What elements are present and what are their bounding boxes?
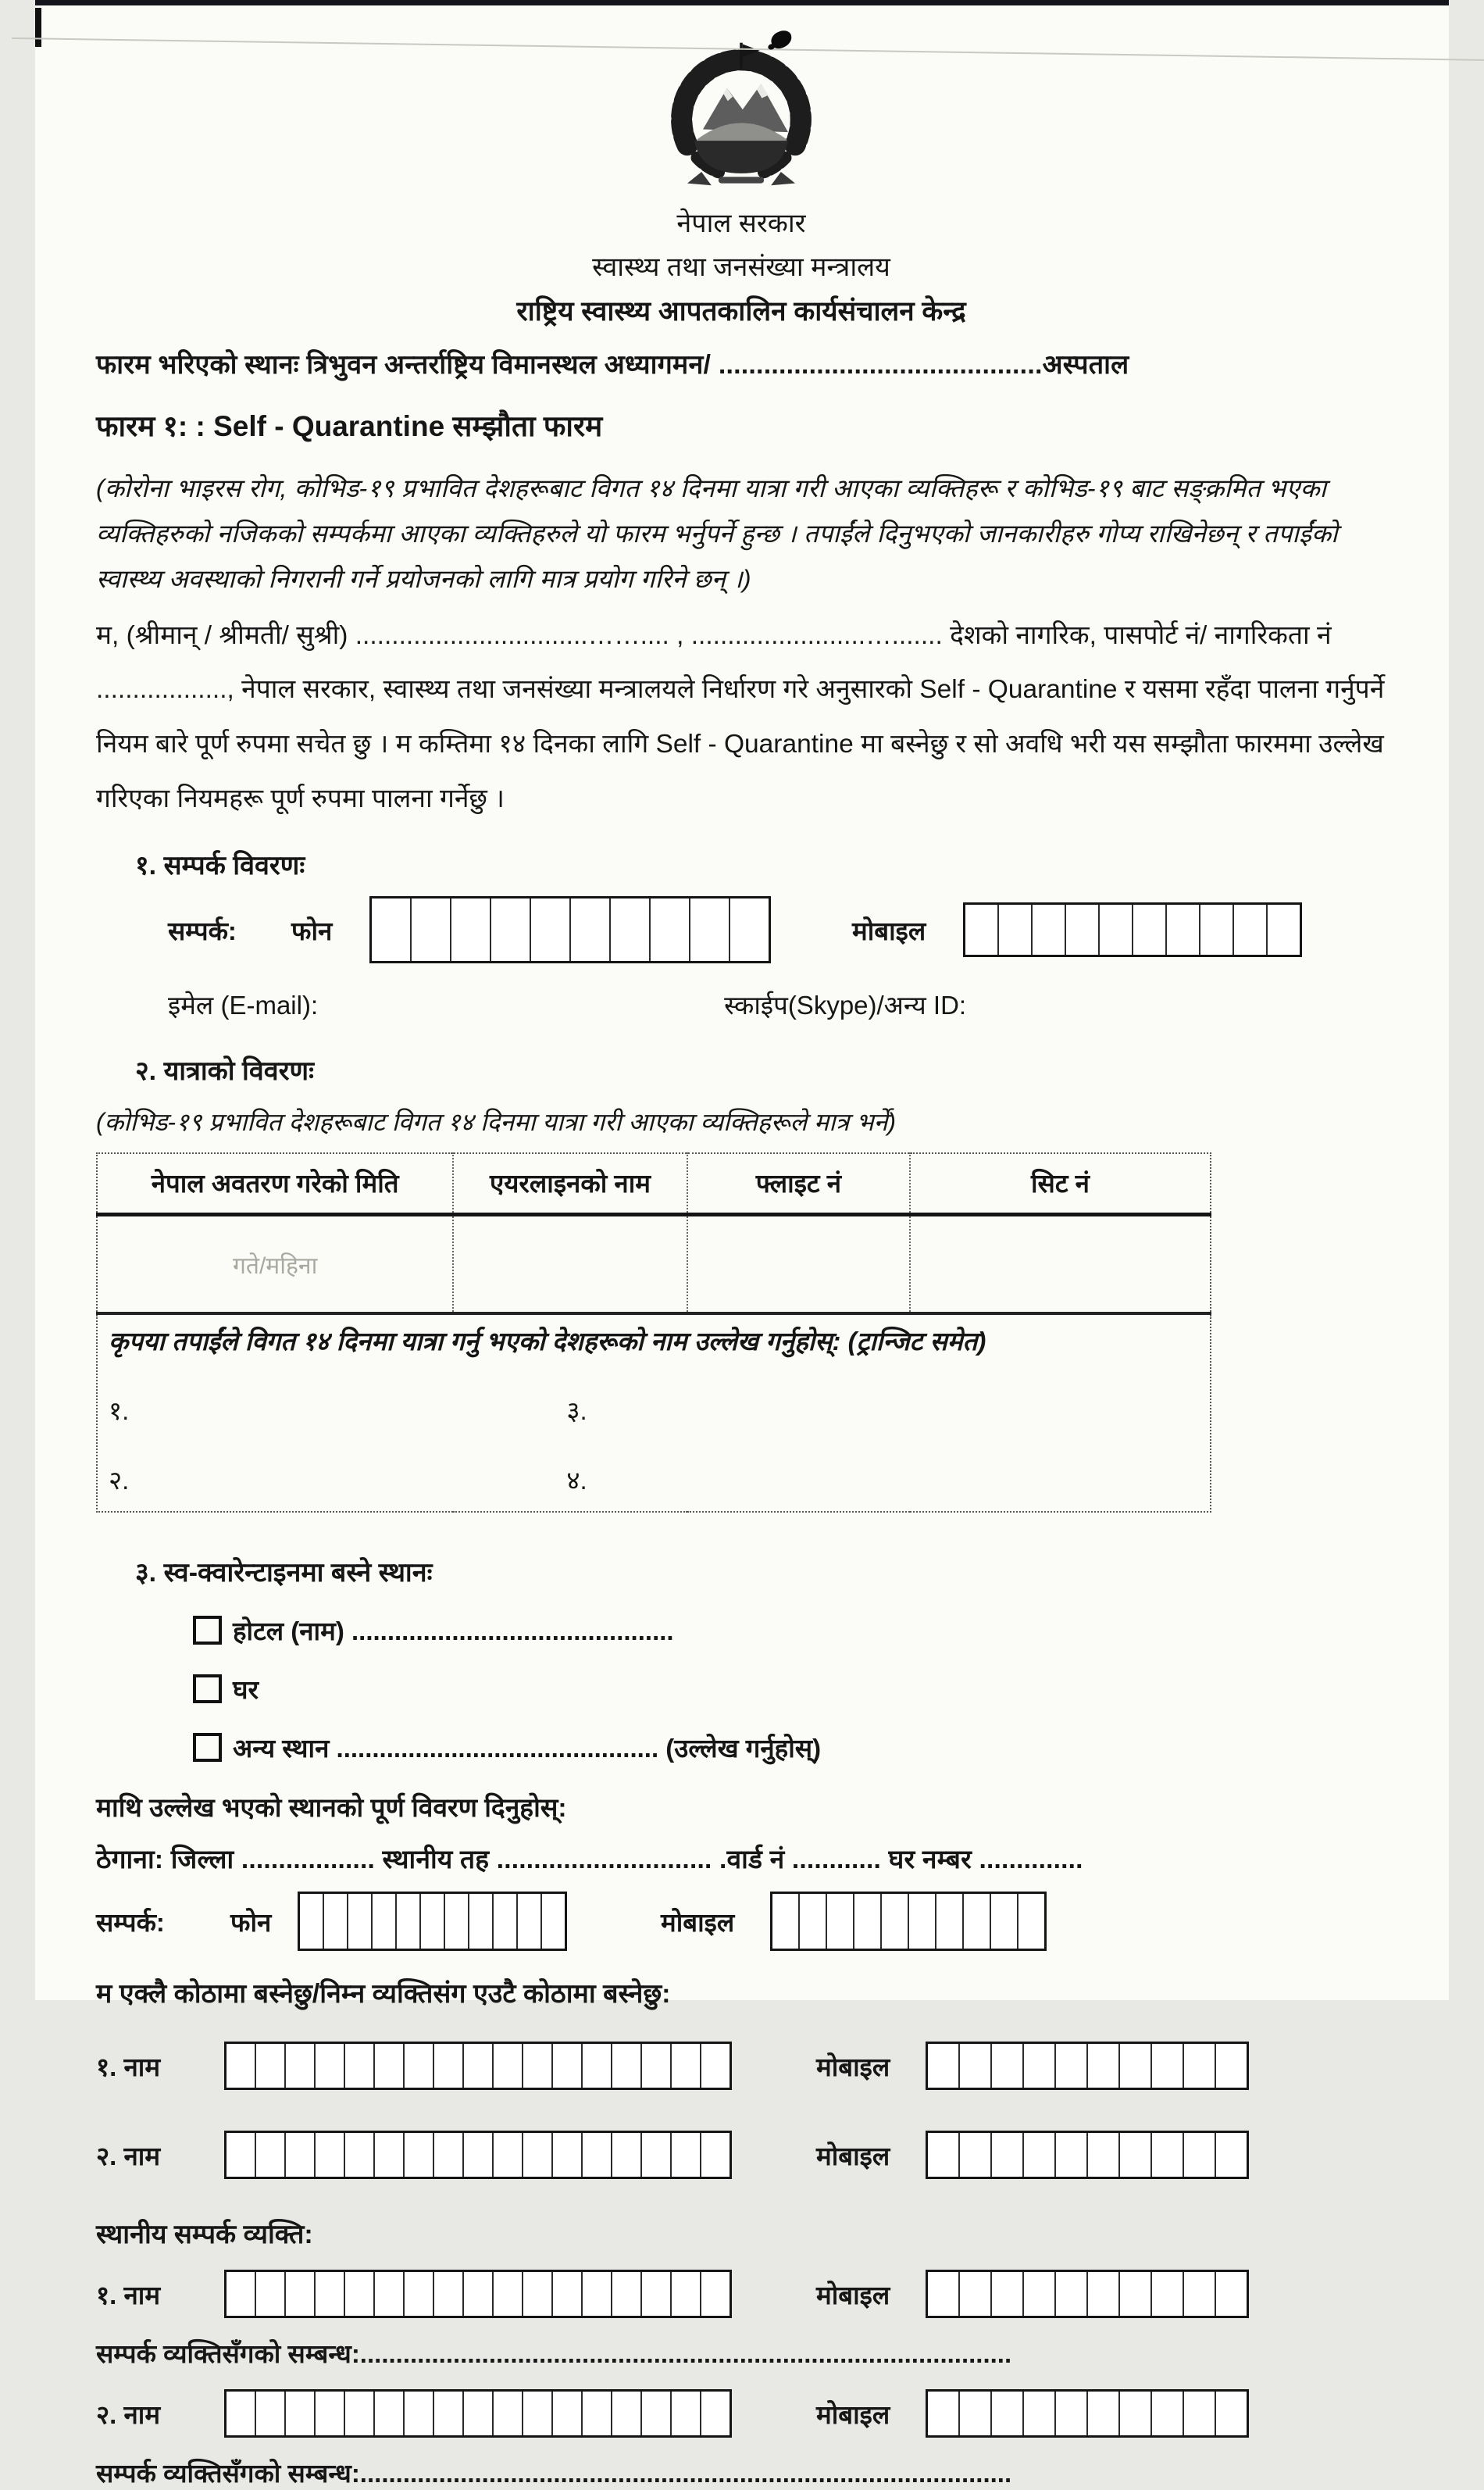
name-label: १. नाम bbox=[96, 2052, 161, 2081]
char-cell[interactable] bbox=[286, 2272, 316, 2316]
form-filled-location-line[interactable]: फारम भरिएको स्थानः त्रिभुवन अन्तर्राष्ट्रिय विमानस्थल अध्यागमन/ ...........................................अस्पताल bbox=[96, 350, 1129, 380]
flight-no-cell[interactable] bbox=[687, 1215, 910, 1314]
char-cell[interactable] bbox=[434, 2272, 464, 2316]
char-cell[interactable] bbox=[345, 2044, 375, 2088]
landing-date-cell[interactable] bbox=[97, 1215, 453, 1314]
local1-mobile-grid[interactable] bbox=[926, 2270, 1249, 2318]
section3-title: ३. स्व-क्वारेन्टाइनमा बस्ने स्थानः bbox=[135, 1558, 433, 1588]
country-blank-3[interactable]: ३. bbox=[566, 1396, 587, 1426]
section1-contact-row bbox=[96, 896, 1386, 963]
char-cell[interactable] bbox=[642, 2392, 672, 2435]
char-cell[interactable] bbox=[1184, 2133, 1216, 2177]
char-cell[interactable] bbox=[405, 2044, 434, 2088]
skype-label[interactable]: स्काईप(Skype)/अन्य ID: bbox=[724, 991, 967, 1020]
char-cell[interactable] bbox=[701, 2392, 730, 2435]
char-cell[interactable] bbox=[375, 2133, 405, 2177]
char-cell[interactable] bbox=[1088, 2044, 1120, 2088]
declaration-paragraph[interactable]: म, (श्रीमान् / श्रीमती/ सुश्री) ................................…….... , ........................…....... देशको नागरिक, पासपोर्ट नं/ नागरिकता नं .................., नेपाल सरकार, स्वास्थ्य तथा जनसंख्या मन्त्रालयले निर्धारण गरे अनुसारको Self - Quarantine र यसमा रहँदा पालना गर्नुपर्ने नियम बारे पूर्ण रुपमा सचेत छु । म कम्तिमा १४ दिनका लागि Self - Quarantine मा बस्नेछु र सो अवधि भरी यस सम्झौता फारममा उल्लेख गरिएका नियमहरू पूर्ण रुपमा पालना गर्नेछु । bbox=[96, 620, 1385, 813]
char-cell[interactable] bbox=[316, 2272, 345, 2316]
char-cell[interactable] bbox=[375, 2044, 405, 2088]
roommate2-name-grid[interactable] bbox=[224, 2131, 732, 2179]
char-cell[interactable] bbox=[227, 2392, 256, 2435]
char-cell[interactable] bbox=[324, 1894, 348, 1949]
char-cell[interactable] bbox=[1152, 2272, 1184, 2316]
mobile-label: मोबाइल bbox=[816, 2280, 890, 2310]
char-cell[interactable] bbox=[611, 898, 651, 961]
char-cell[interactable] bbox=[1088, 2272, 1120, 2316]
char-cell[interactable] bbox=[434, 2044, 464, 2088]
char-cell[interactable] bbox=[960, 2392, 992, 2435]
char-cell[interactable] bbox=[464, 2044, 494, 2088]
char-cell[interactable] bbox=[730, 898, 769, 961]
char-cell[interactable] bbox=[445, 1894, 469, 1949]
char-cell[interactable] bbox=[316, 2044, 345, 2088]
char-cell[interactable] bbox=[256, 2272, 286, 2316]
char-cell[interactable] bbox=[1167, 905, 1200, 955]
char-cell[interactable] bbox=[469, 1894, 494, 1949]
char-cell[interactable] bbox=[992, 2044, 1024, 2088]
char-cell[interactable] bbox=[690, 898, 730, 961]
mobile-label: मोबाइल bbox=[852, 916, 926, 945]
local-contact-title: स्थानीय सम्पर्क व्यक्ति: bbox=[96, 2220, 313, 2250]
address-mobile-grid[interactable] bbox=[770, 1892, 1047, 1951]
char-cell[interactable] bbox=[965, 905, 999, 955]
char-cell[interactable] bbox=[583, 2133, 612, 2177]
char-cell[interactable] bbox=[1066, 905, 1100, 955]
char-cell[interactable] bbox=[256, 2392, 286, 2435]
char-cell[interactable] bbox=[960, 2133, 992, 2177]
scan-edge-artifact bbox=[35, 0, 1449, 5]
contact-label: सम्पर्क: bbox=[96, 1907, 165, 1937]
char-cell[interactable] bbox=[964, 1894, 991, 1949]
char-cell[interactable] bbox=[523, 2044, 553, 2088]
mobile-label: मोबाइल bbox=[816, 2052, 890, 2081]
room-sharing-title: म एक्लै कोठामा बस्नेछु/निम्न व्यक्तिसंग एउटै कोठामा बस्नेछु: bbox=[96, 1979, 671, 2010]
char-cell[interactable] bbox=[1216, 2272, 1247, 2316]
char-cell[interactable] bbox=[421, 1894, 445, 1949]
header-ministry: स्वास्थ्य तथा जनसंख्या मन्त्रालय bbox=[592, 252, 890, 282]
char-cell[interactable] bbox=[612, 2392, 642, 2435]
char-cell[interactable] bbox=[999, 905, 1033, 955]
section3-contact-row bbox=[96, 1892, 1386, 1951]
char-cell[interactable] bbox=[992, 2133, 1024, 2177]
scanned-form-page bbox=[35, 0, 1449, 2488]
char-cell[interactable] bbox=[553, 2392, 583, 2435]
char-cell[interactable] bbox=[405, 2133, 434, 2177]
char-cell[interactable] bbox=[286, 2133, 316, 2177]
char-cell[interactable] bbox=[451, 898, 491, 961]
char-cell[interactable] bbox=[672, 2044, 701, 2088]
char-cell[interactable] bbox=[523, 2133, 553, 2177]
char-cell[interactable] bbox=[827, 1894, 854, 1949]
char-cell[interactable] bbox=[464, 2133, 494, 2177]
char-cell[interactable] bbox=[960, 2272, 992, 2316]
char-cell[interactable] bbox=[1216, 2392, 1247, 2435]
home-checkbox[interactable] bbox=[193, 1674, 222, 1703]
col-seat-no: सिट नं bbox=[1030, 1169, 1090, 1199]
char-cell[interactable] bbox=[372, 898, 412, 961]
full-detail-prompt: माथि उल्लेख भएको स्थानको पूर्ण विवरण दिनुहोस्: bbox=[96, 1794, 567, 1824]
char-cell[interactable] bbox=[494, 2133, 523, 2177]
char-cell[interactable] bbox=[583, 2392, 612, 2435]
char-cell[interactable] bbox=[936, 1894, 964, 1949]
char-cell[interactable] bbox=[1024, 2272, 1056, 2316]
char-cell[interactable] bbox=[1024, 2044, 1056, 2088]
char-cell[interactable] bbox=[227, 2272, 256, 2316]
home-label: घर bbox=[233, 1675, 259, 1705]
char-cell[interactable] bbox=[1024, 2392, 1056, 2435]
char-cell[interactable] bbox=[583, 2044, 612, 2088]
char-cell[interactable] bbox=[1056, 2044, 1088, 2088]
char-cell[interactable] bbox=[1056, 2392, 1088, 2435]
contact-label: सम्पर्क: bbox=[168, 916, 237, 945]
char-cell[interactable] bbox=[542, 1894, 565, 1949]
char-cell[interactable] bbox=[882, 1894, 909, 1949]
char-cell[interactable] bbox=[491, 898, 531, 961]
address-line[interactable]: ठेगाना: जिल्ला .................. स्थानीय तह ............................. .वार्ड नं ............ घर नम्बर .............. bbox=[96, 1845, 1083, 1875]
char-cell[interactable] bbox=[1100, 905, 1133, 955]
char-cell[interactable] bbox=[1120, 2133, 1152, 2177]
header-center: राष्ट्रिय स्वास्थ्य आपतकालिन कार्यसंचालन केन्द्र bbox=[516, 296, 966, 327]
char-cell[interactable] bbox=[1088, 2133, 1120, 2177]
hotel-checkbox[interactable] bbox=[193, 1616, 222, 1645]
countries-line-2 bbox=[109, 1462, 1199, 1497]
char-cell[interactable] bbox=[464, 2392, 494, 2435]
option-hotel bbox=[193, 1613, 1386, 1648]
char-cell[interactable] bbox=[928, 2133, 960, 2177]
col-airline-name: एयरलाइनको नाम bbox=[453, 1153, 687, 1215]
local-contact-row-1 bbox=[96, 2270, 1386, 2318]
char-cell[interactable] bbox=[518, 1894, 542, 1949]
char-cell[interactable] bbox=[612, 2133, 642, 2177]
country-blank-1[interactable]: १. bbox=[109, 1396, 130, 1426]
char-cell[interactable] bbox=[672, 2133, 701, 2177]
char-cell[interactable] bbox=[1056, 2133, 1088, 2177]
table-row bbox=[97, 1215, 1211, 1314]
char-cell[interactable] bbox=[1184, 2272, 1216, 2316]
airline-name-cell[interactable] bbox=[453, 1215, 687, 1314]
char-cell[interactable] bbox=[1152, 2392, 1184, 2435]
char-cell[interactable] bbox=[523, 2272, 553, 2316]
char-cell[interactable] bbox=[553, 2133, 583, 2177]
char-cell[interactable] bbox=[316, 2133, 345, 2177]
phone-number-grid[interactable] bbox=[369, 896, 771, 963]
roommate-row-1 bbox=[96, 2042, 1386, 2090]
scan-corner-artifact bbox=[35, 8, 41, 47]
char-cell[interactable] bbox=[1056, 2272, 1088, 2316]
char-cell[interactable] bbox=[348, 1894, 373, 1949]
char-cell[interactable] bbox=[960, 2044, 992, 2088]
char-cell[interactable] bbox=[701, 2133, 730, 2177]
option-home bbox=[193, 1671, 1386, 1706]
char-cell[interactable] bbox=[345, 2392, 375, 2435]
char-cell[interactable] bbox=[642, 2272, 672, 2316]
name-label: १. नाम bbox=[96, 2280, 161, 2310]
char-cell[interactable] bbox=[1184, 2392, 1216, 2435]
char-cell[interactable] bbox=[227, 2133, 256, 2177]
char-cell[interactable] bbox=[1024, 2133, 1056, 2177]
mobile-label: मोबाइल bbox=[661, 1907, 735, 1937]
char-cell[interactable] bbox=[800, 1894, 827, 1949]
phone-label: फोन bbox=[291, 916, 333, 945]
char-cell[interactable] bbox=[583, 2272, 612, 2316]
char-cell[interactable] bbox=[531, 898, 571, 961]
char-cell[interactable] bbox=[316, 2392, 345, 2435]
char-cell[interactable] bbox=[612, 2044, 642, 2088]
char-cell[interactable] bbox=[1018, 1894, 1044, 1949]
char-cell[interactable] bbox=[523, 2392, 553, 2435]
char-cell[interactable] bbox=[672, 2272, 701, 2316]
name-label: २. नाम bbox=[96, 2141, 161, 2170]
local2-mobile-grid[interactable] bbox=[926, 2389, 1249, 2438]
mobile-number-grid[interactable] bbox=[963, 902, 1302, 957]
char-cell[interactable] bbox=[1268, 905, 1300, 955]
phone-label: फोन bbox=[230, 1907, 272, 1937]
roommate-row-2 bbox=[96, 2131, 1386, 2179]
char-cell[interactable] bbox=[256, 2044, 286, 2088]
col-landing-date: नेपाल अवतरण गरेको मिति bbox=[97, 1153, 453, 1215]
char-cell[interactable] bbox=[553, 2044, 583, 2088]
travel-details-table bbox=[96, 1152, 1211, 1513]
char-cell[interactable] bbox=[642, 2044, 672, 2088]
country-blank-2[interactable]: २. bbox=[109, 1466, 130, 1495]
mobile-label: मोबाइल bbox=[816, 2399, 890, 2429]
char-cell[interactable] bbox=[300, 1894, 324, 1949]
char-cell[interactable] bbox=[494, 2272, 523, 2316]
section2-title: २. यात्राको विवरणः bbox=[135, 1056, 315, 1087]
section1-title: १. सम्पर्क विवरणः bbox=[135, 851, 305, 881]
other-place-checkbox[interactable] bbox=[193, 1733, 222, 1762]
char-cell[interactable] bbox=[375, 2272, 405, 2316]
roommate1-mobile-grid[interactable] bbox=[926, 2042, 1249, 2090]
char-cell[interactable] bbox=[991, 1894, 1018, 1949]
countries-line-1 bbox=[109, 1392, 1199, 1427]
section2-note: (कोभिड-१९ प्रभावित देशहरूबाट विगत १४ दिनमा यात्रा गरी आएका व्यक्तिहरूले मात्र भर्ने) bbox=[96, 1108, 897, 1137]
char-cell[interactable] bbox=[553, 2272, 583, 2316]
char-cell[interactable] bbox=[701, 2044, 730, 2088]
char-cell[interactable] bbox=[434, 2392, 464, 2435]
char-cell[interactable] bbox=[494, 2044, 523, 2088]
seat-no-cell[interactable] bbox=[910, 1215, 1211, 1314]
char-cell[interactable] bbox=[571, 898, 611, 961]
local-contact-row-2 bbox=[96, 2389, 1386, 2438]
char-cell[interactable] bbox=[1234, 905, 1268, 955]
countries-visited-row bbox=[97, 1313, 1211, 1512]
header-government: नेपाल सरकार bbox=[676, 209, 806, 238]
char-cell[interactable] bbox=[373, 1894, 397, 1949]
char-cell[interactable] bbox=[772, 1894, 800, 1949]
name-label: २. नाम bbox=[96, 2399, 161, 2429]
char-cell[interactable] bbox=[375, 2392, 405, 2435]
local1-name-grid[interactable] bbox=[224, 2270, 732, 2318]
char-cell[interactable] bbox=[928, 2272, 960, 2316]
char-cell[interactable] bbox=[928, 2392, 960, 2435]
form-title: फारम १: : Self - Quarantine सम्झौता फारम bbox=[96, 410, 603, 442]
roommate2-mobile-grid[interactable] bbox=[926, 2131, 1249, 2179]
section1-email-row bbox=[96, 987, 1386, 1022]
char-cell[interactable] bbox=[286, 2044, 316, 2088]
char-cell[interactable] bbox=[397, 1894, 421, 1949]
char-cell[interactable] bbox=[928, 2044, 960, 2088]
char-cell[interactable] bbox=[494, 1894, 518, 1949]
table-header-row bbox=[97, 1153, 1211, 1215]
char-cell[interactable] bbox=[412, 898, 451, 961]
char-cell[interactable] bbox=[1088, 2392, 1120, 2435]
country-blank-4[interactable]: ४. bbox=[566, 1466, 587, 1495]
char-cell[interactable] bbox=[286, 2392, 316, 2435]
char-cell[interactable] bbox=[992, 2392, 1024, 2435]
char-cell[interactable] bbox=[612, 2272, 642, 2316]
local2-name-grid[interactable] bbox=[224, 2389, 732, 2438]
char-cell[interactable] bbox=[405, 2392, 434, 2435]
relation-line-1[interactable]: सम्पर्क व्यक्तिसँगको सम्बन्ध:........................................................................................... bbox=[96, 2339, 1012, 2369]
char-cell[interactable] bbox=[1200, 905, 1234, 955]
countries-prompt: कृपया तपाईंले विगत १४ दिनमा यात्रा गर्नु भएको देशहरूको नाम उल्लेख गर्नुहोस्: (ट्रान्जिट समेत) bbox=[109, 1327, 986, 1356]
col-flight-no: फ्लाइट नं bbox=[687, 1153, 910, 1215]
char-cell[interactable] bbox=[701, 2272, 730, 2316]
char-cell[interactable] bbox=[1152, 2044, 1184, 2088]
char-cell[interactable] bbox=[909, 1894, 936, 1949]
char-cell[interactable] bbox=[854, 1894, 882, 1949]
char-cell[interactable] bbox=[1120, 2272, 1152, 2316]
char-cell[interactable] bbox=[1216, 2044, 1247, 2088]
char-cell[interactable] bbox=[1216, 2133, 1247, 2177]
char-cell[interactable] bbox=[405, 2272, 434, 2316]
option-other-place bbox=[193, 1730, 1386, 1765]
char-cell[interactable] bbox=[1133, 905, 1167, 955]
roommate1-name-grid[interactable] bbox=[224, 2042, 732, 2090]
char-cell[interactable] bbox=[256, 2133, 286, 2177]
char-cell[interactable] bbox=[227, 2044, 256, 2088]
relation-line-2[interactable]: सम्पर्क व्यक्तिसँगको सम्बन्ध:........................................................................................... bbox=[96, 2459, 1012, 2488]
char-cell[interactable] bbox=[345, 2272, 375, 2316]
char-cell[interactable] bbox=[345, 2133, 375, 2177]
address-phone-grid[interactable] bbox=[298, 1892, 567, 1951]
nepal-emblem bbox=[96, 33, 1386, 207]
char-cell[interactable] bbox=[1120, 2392, 1152, 2435]
char-cell[interactable] bbox=[672, 2392, 701, 2435]
mobile-label: मोबाइल bbox=[816, 2141, 890, 2170]
char-cell[interactable] bbox=[1120, 2044, 1152, 2088]
char-cell[interactable] bbox=[992, 2272, 1024, 2316]
char-cell[interactable] bbox=[434, 2133, 464, 2177]
date-format-hint: गते/महिना bbox=[232, 1252, 318, 1279]
char-cell[interactable] bbox=[642, 2133, 672, 2177]
other-place-label[interactable]: अन्य स्थान ............................................. (उल्लेख गर्नुहोस्) bbox=[233, 1734, 822, 1763]
char-cell[interactable] bbox=[1152, 2133, 1184, 2177]
hotel-label[interactable]: होटल (नाम) ............................................. bbox=[233, 1617, 674, 1646]
char-cell[interactable] bbox=[1184, 2044, 1216, 2088]
char-cell[interactable] bbox=[1033, 905, 1066, 955]
char-cell[interactable] bbox=[651, 898, 690, 961]
char-cell[interactable] bbox=[464, 2272, 494, 2316]
char-cell[interactable] bbox=[494, 2392, 523, 2435]
email-label[interactable]: इमेल (E-mail): bbox=[168, 991, 319, 1020]
intro-note: (कोरोना भाइरस रोग, कोभिड-१९ प्रभावित देशहरूबाट विगत १४ दिनमा यात्रा गरी आएका व्यक्तिहरू र कोभिड-१९ बाट सङ्क्रमित भएका व्यक्तिहरुको नजिकको सम्पर्कमा आएका व्यक्तिहरुले यो फारम भर्नुपर्ने हुन्छ । तपाईंले दिनुभएको जानकारीहरु गोप्य राखिनेछन् र तपाईंको स्वास्थ्य अवस्थाको निगरानी गर्ने प्रयोजनको लागि मात्र प्रयोग गरिने छन् ।) bbox=[96, 474, 1338, 593]
